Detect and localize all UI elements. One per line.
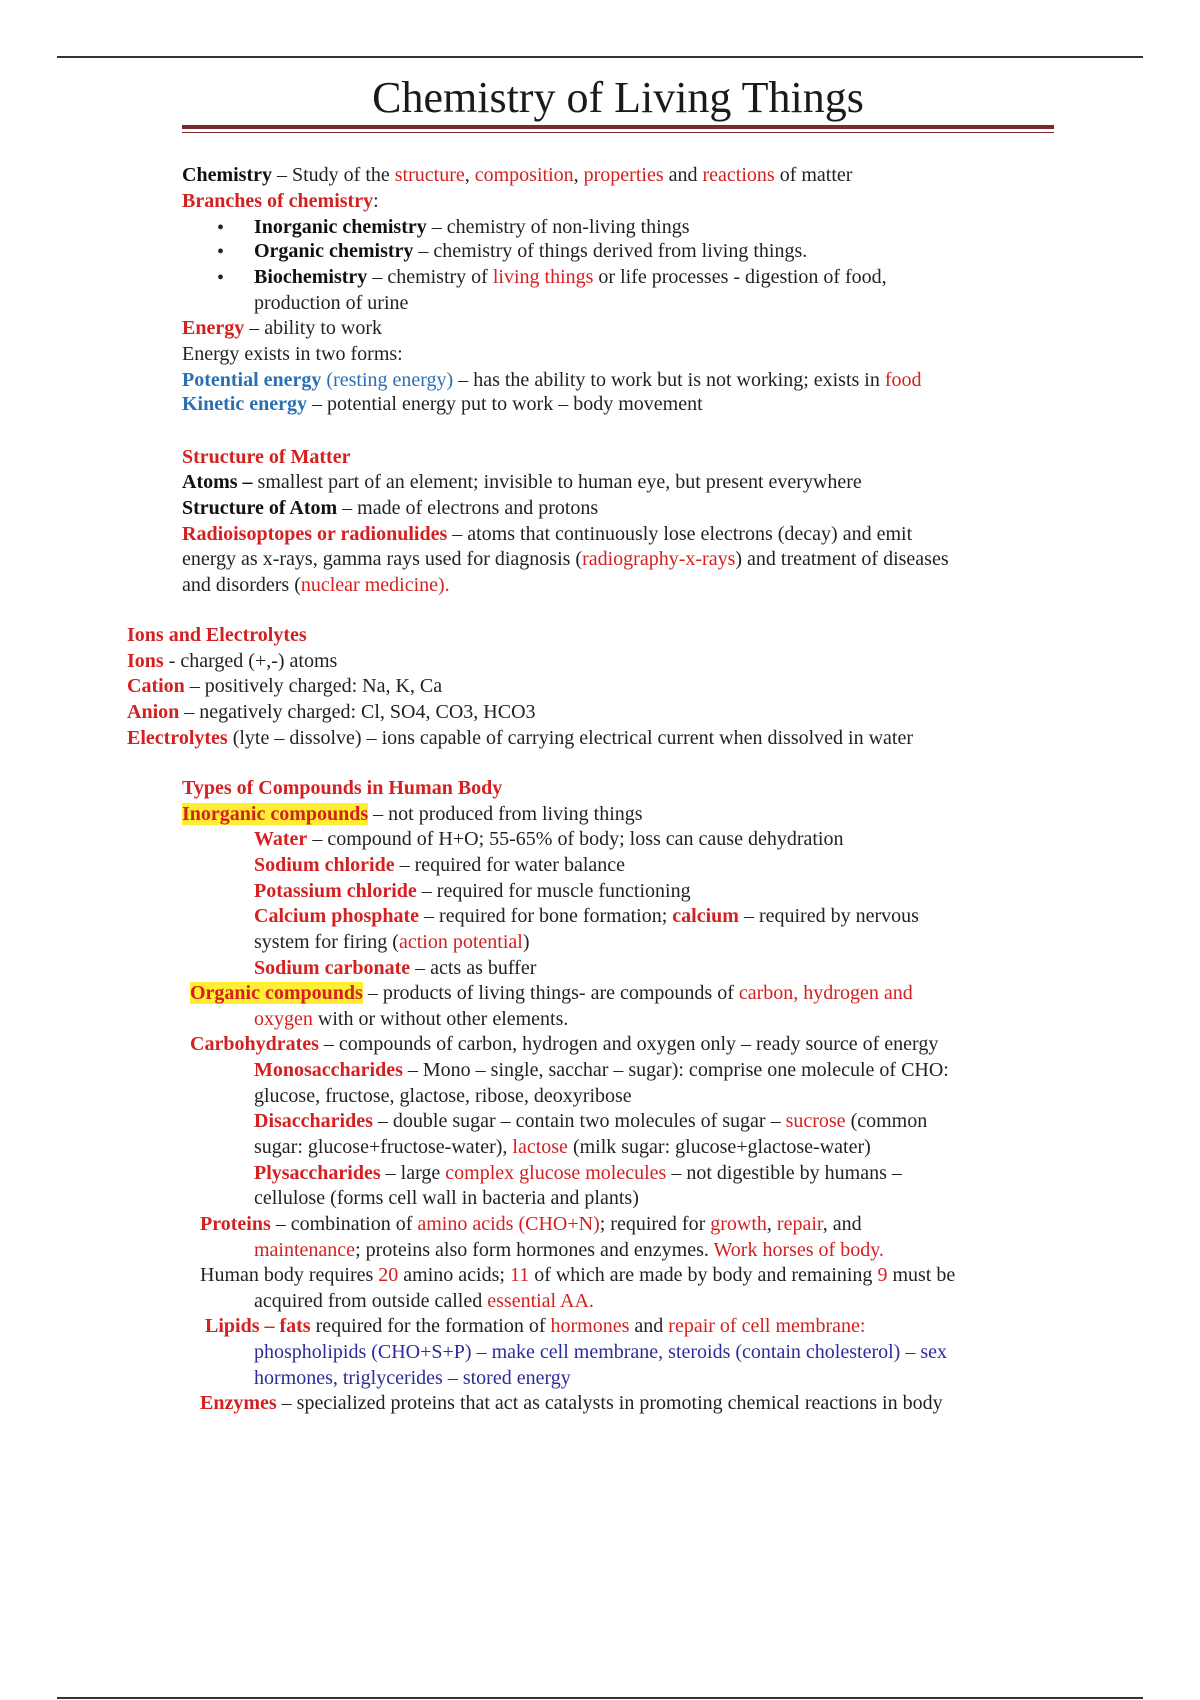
- line-lipids-cont2: [254, 1365, 571, 1391]
- title-underline-thin: [182, 132, 1054, 133]
- term-text: Kinetic energy: [182, 393, 307, 415]
- body-text: – Study of the: [271, 164, 395, 186]
- line-kinetic-energy: [182, 391, 703, 417]
- body-text: ; proteins also form hormones and enzymes.: [355, 1239, 714, 1261]
- term-text: Electrolytes: [127, 727, 228, 749]
- body-text: (lyte – dissolve) – ions capable of carrying electrical current when dissolved in water: [227, 727, 914, 749]
- body-text: (resting energy): [321, 369, 454, 391]
- line-structure-of-atom: [182, 495, 598, 521]
- line-lipids-cont: [254, 1339, 947, 1365]
- line-amino-acids-cont: [254, 1288, 594, 1314]
- line-branches-heading: [182, 188, 379, 214]
- body-text: action potential: [398, 931, 523, 953]
- body-text: energy as x-rays, gamma rays used for diagnosis (: [182, 548, 583, 570]
- line-organic-compounds-cont: [254, 1006, 568, 1032]
- body-text: maintenance: [254, 1239, 356, 1261]
- body-text: – potential energy put to work – body movement: [306, 393, 703, 415]
- term-text: Cation: [127, 675, 185, 697]
- body-text: repair: [776, 1213, 823, 1235]
- body-text: – products of living things- are compounds of: [362, 982, 739, 1004]
- line-organic-chemistry: [254, 238, 807, 264]
- line-polysaccharides-cont: [254, 1185, 639, 1211]
- body-text: ,: [573, 164, 584, 186]
- term-text: Energy: [182, 317, 245, 339]
- body-text: (common: [845, 1110, 928, 1132]
- term-text: Enzymes: [200, 1392, 277, 1414]
- body-text: – large: [380, 1162, 446, 1184]
- body-text: – ability to work: [244, 317, 382, 339]
- body-text: – positively charged: Na, K, Ca: [184, 675, 443, 697]
- line-radioisotopes: [182, 521, 912, 547]
- line-biochemistry: [254, 264, 887, 290]
- term-text: Proteins: [200, 1213, 271, 1235]
- body-text: phospholipids (CHO+S+P) – make cell membrane, steroids (contain cholesterol) – sex: [254, 1341, 947, 1363]
- body-text: must be: [887, 1264, 956, 1286]
- line-monosaccharides-cont: [254, 1083, 632, 1109]
- line-anion: [127, 699, 536, 725]
- line-organic-compounds: [190, 980, 913, 1006]
- line-carbohydrates: [190, 1031, 938, 1057]
- body-text: sugar: glucose+fructose-water),: [254, 1136, 513, 1158]
- line-polysaccharides: [254, 1160, 902, 1186]
- body-text: – not digestible by humans –: [666, 1162, 902, 1184]
- term-text: Potential energy: [182, 369, 322, 391]
- page-top-rule: [57, 56, 1143, 58]
- line-proteins: [200, 1211, 862, 1237]
- heading-types-of-compounds: [182, 775, 502, 801]
- line-lipids: [205, 1313, 865, 1339]
- body-text: sucrose: [785, 1110, 846, 1132]
- term-text: Monosaccharides: [254, 1059, 403, 1081]
- heading-structure-of-matter: [182, 444, 350, 470]
- body-text: – compounds of carbon, hydrogen and oxygen only – ready source of energy: [318, 1033, 939, 1055]
- title-underline: [182, 125, 1054, 129]
- line-water: [254, 826, 843, 852]
- line-monosaccharides: [254, 1057, 949, 1083]
- term-text: Radioisoptopes or radionulides: [182, 523, 448, 545]
- body-text: – acts as buffer: [410, 957, 537, 979]
- body-text: and: [629, 1315, 669, 1337]
- term-text: Potassium chloride: [254, 880, 417, 902]
- term-text: Branches of chemistry: [182, 190, 374, 212]
- body-text: ; required for: [599, 1213, 711, 1235]
- term-text: Ions: [127, 650, 164, 672]
- body-text: amino acids (CHO+N): [417, 1213, 600, 1235]
- body-text: :: [373, 190, 379, 212]
- body-text: reactions: [702, 164, 775, 186]
- term-text: Calcium phosphate: [254, 905, 420, 927]
- body-text: – specialized proteins that act as catalysts in promoting chemical reactions in body: [276, 1392, 943, 1414]
- body-text: cellulose (forms cell wall in bacteria and plants): [254, 1187, 639, 1209]
- body-text: – required by nervous: [738, 905, 919, 927]
- line-amino-acids: [200, 1262, 955, 1288]
- term-text: Chemistry: [182, 164, 272, 186]
- body-text: – required for muscle functioning: [416, 880, 691, 902]
- term-text: Inorganic compounds: [182, 803, 369, 825]
- line-electrolytes: [127, 725, 913, 751]
- body-text: and: [663, 164, 703, 186]
- body-text: – negatively charged: Cl, SO4, CO3, HCO3: [179, 701, 536, 723]
- term-text: Structure of Matter: [182, 446, 351, 468]
- body-text: – not produced from living things: [368, 803, 643, 825]
- body-text: of which are made by body and remaining: [529, 1264, 878, 1286]
- body-text: , and: [822, 1213, 862, 1235]
- bullet-marker: •: [217, 217, 225, 239]
- body-text: structure: [394, 164, 465, 186]
- line-calcium-phosphate: [254, 903, 919, 929]
- line-sodium-chloride: [254, 852, 625, 878]
- body-text: – required for bone formation;: [419, 905, 673, 927]
- body-text: - charged (+,-) atoms: [163, 650, 338, 672]
- body-text: – chemistry of things derived from living things.: [413, 240, 808, 262]
- body-text: lactose: [512, 1136, 568, 1158]
- body-text: properties: [583, 164, 664, 186]
- body-text: – has the ability to work but is not working; exists in: [453, 369, 885, 391]
- heading-ions-electrolytes: [127, 622, 307, 648]
- term-text: calcium: [672, 905, 739, 927]
- bullet-marker: •: [217, 241, 225, 263]
- body-text: (milk sugar: glucose+glactose-water): [567, 1136, 871, 1158]
- line-energy: [182, 315, 382, 341]
- line-enzymes: [200, 1390, 943, 1416]
- line-atoms: [182, 469, 862, 495]
- term-text: Types of Compounds in Human Body: [182, 777, 503, 799]
- body-text: ,: [766, 1213, 777, 1235]
- body-text: – made of electrons and protons: [337, 497, 599, 519]
- body-text: complex glucose molecules: [445, 1162, 667, 1184]
- line-sodium-carbonate: [254, 955, 536, 981]
- body-text: – chemistry of: [367, 266, 493, 288]
- body-text: – required for water balance: [394, 854, 626, 876]
- body-text: composition: [474, 164, 574, 186]
- body-text: or life processes - digestion of food,: [593, 266, 887, 288]
- body-text: food: [884, 369, 922, 391]
- term-text: Carbohydrates: [190, 1033, 319, 1055]
- body-text: radiography-x-rays: [582, 548, 736, 570]
- body-text: ): [522, 931, 530, 953]
- term-text: Anion: [127, 701, 180, 723]
- body-text: nuclear medicine).: [300, 574, 450, 596]
- body-text: 9: [877, 1264, 888, 1286]
- term-text: Ions and Electrolytes: [127, 624, 307, 646]
- body-text: carbon, hydrogen and: [738, 982, 913, 1004]
- line-chemistry-definition: [182, 162, 852, 188]
- line-inorganic-chemistry: [254, 214, 690, 240]
- body-text: – compound of H+O; 55-65% of body; loss can cause dehydration: [307, 828, 844, 850]
- term-text: Organic chemistry: [254, 240, 414, 262]
- body-text: oxygen: [254, 1008, 313, 1030]
- body-text: system for firing (: [254, 931, 399, 953]
- bullet-marker: •: [217, 267, 225, 289]
- body-text: acquired from outside called: [254, 1290, 488, 1312]
- body-text: ) and treatment of diseases: [735, 548, 949, 570]
- body-text: and disorders (: [182, 574, 301, 596]
- term-text: Water: [254, 828, 308, 850]
- line-calcium-phosphate-cont: [254, 929, 530, 955]
- line-disaccharides-cont: [254, 1134, 871, 1160]
- line-inorganic-compounds: [182, 801, 643, 827]
- body-text: 20: [378, 1264, 399, 1286]
- line-proteins-cont: [254, 1237, 884, 1263]
- body-text: hormones: [550, 1315, 630, 1337]
- term-text: Organic compounds: [190, 982, 363, 1004]
- body-text: – chemistry of non-living things: [426, 216, 690, 238]
- term-text: Sodium carbonate: [254, 957, 411, 979]
- body-text: of matter: [774, 164, 853, 186]
- body-text: Energy exists in two forms:: [182, 343, 403, 365]
- term-text: Disaccharides: [254, 1110, 373, 1132]
- line-potential-energy: [182, 367, 922, 393]
- body-text: growth: [710, 1213, 767, 1235]
- body-text: – double sugar – contain two molecules of sugar –: [372, 1110, 786, 1132]
- body-text: ,: [464, 164, 475, 186]
- body-text: essential AA.: [487, 1290, 594, 1312]
- page-bottom-rule: [57, 1697, 1143, 1699]
- term-text: Lipids – fats: [205, 1315, 311, 1337]
- body-text: – atoms that continuously lose electrons (decay) and emit: [447, 523, 913, 545]
- term-text: Sodium chloride: [254, 854, 395, 876]
- line-disaccharides: [254, 1108, 927, 1134]
- body-text: with or without other elements.: [312, 1008, 569, 1030]
- body-text: 11: [509, 1264, 530, 1286]
- body-text: required for the formation of: [310, 1315, 551, 1337]
- body-text: living things: [492, 266, 594, 288]
- term-text: Structure of Atom: [182, 497, 338, 519]
- line-biochemistry-cont: [254, 290, 408, 316]
- term-text: Plysaccharides: [254, 1162, 381, 1184]
- page-title: Chemistry of Living Things: [372, 73, 864, 122]
- term-text: Biochemistry: [254, 266, 368, 288]
- body-text: smallest part of an element; invisible to human eye, but present everywhere: [252, 471, 862, 493]
- body-text: hormones, triglycerides – stored energy: [254, 1367, 571, 1389]
- line-cation: [127, 673, 442, 699]
- term-text: Atoms –: [182, 471, 253, 493]
- body-text: amino acids;: [398, 1264, 510, 1286]
- body-text: production of urine: [254, 292, 409, 314]
- body-text: – combination of: [270, 1213, 418, 1235]
- body-text: Work horses of body.: [713, 1239, 884, 1261]
- body-text: – Mono – single, sacchar – sugar): comprise one molecule of CHO:: [402, 1059, 949, 1081]
- line-radioisotopes-cont2: [182, 572, 450, 598]
- body-text: Human body requires: [200, 1264, 379, 1286]
- line-radioisotopes-cont: [182, 546, 949, 572]
- body-text: repair of cell membrane:: [668, 1315, 866, 1337]
- term-text: Inorganic chemistry: [254, 216, 427, 238]
- line-potassium-chloride: [254, 878, 691, 904]
- line-ions: [127, 648, 337, 674]
- body-text: glucose, fructose, glactose, ribose, deoxyribose: [254, 1085, 632, 1107]
- line-energy-forms: [182, 341, 403, 367]
